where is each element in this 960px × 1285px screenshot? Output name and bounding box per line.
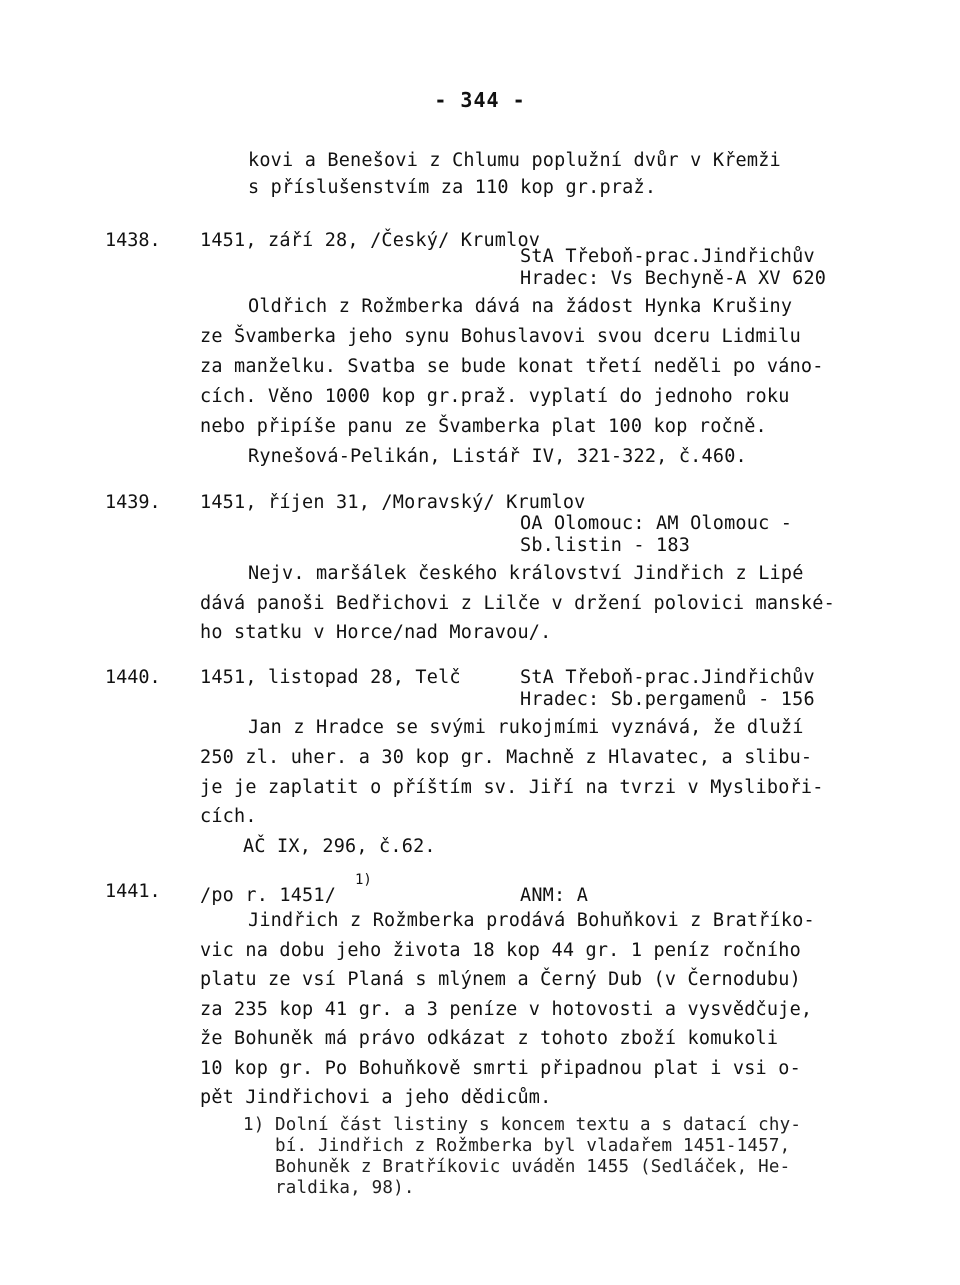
- entry-citation: Rynešová-Pelikán, Listář IV, 321-322, č.460.: [248, 446, 747, 467]
- entry-body-line: platu ze vsí Planá s mlýnem a Černý Dub (v Černodubu): [200, 969, 801, 990]
- entry-body-line: 10 kop gr. Po Bohuňkově smrti připadnou plat i vsi o-: [200, 1058, 801, 1079]
- entry-body-line: ho statku v Horce/nad Moravou/.: [200, 622, 552, 643]
- entry-body-line: za 235 kop 41 gr. a 3 peníze v hotovosti a vysvědčuje,: [200, 999, 813, 1020]
- footnote-line: Bohuněk z Bratříkovic uváděn 1455 (Sedláček, He-: [275, 1157, 791, 1177]
- entry-citation: AČ IX, 296, č.62.: [243, 836, 436, 857]
- entry-body-line: Oldřich z Rožmberka dává na žádost Hynka Krušiny: [248, 296, 793, 317]
- entry-body-line: Nejv. maršálek českého království Jindřich z Lipé: [248, 563, 804, 584]
- entry-number: 1441.: [105, 881, 161, 902]
- entry-archive: StA Třeboň-prac.Jindřichův: [520, 246, 815, 267]
- page-number: - 344 -: [434, 88, 526, 112]
- entry-body-line: cích. Věno 1000 kop gr.praž. vyplatí do jednoho roku: [200, 386, 790, 407]
- footnote-line: Dolní část listiny s koncem textu a s datací chy-: [275, 1115, 802, 1135]
- entry-body-line: dává panoši Bedřichovi z Lilče v držení polovici manské-: [200, 593, 835, 614]
- entry-archive: StA Třeboň-prac.Jindřichův: [520, 667, 815, 688]
- entry-archive: OA Olomouc: AM Olomouc -: [520, 513, 793, 534]
- entry-archive: Hradec: Sb.pergamenů - 156: [520, 689, 815, 710]
- entry-number: 1440.: [105, 667, 161, 688]
- entry-number: 1438.: [105, 230, 161, 251]
- entry-body-line: pět Jindřichovi a jeho dědicům.: [200, 1087, 552, 1108]
- entry-archive: Hradec: Vs Bechyně-A XV 620: [520, 268, 827, 289]
- entry-body-line: nebo připíše panu ze Švamberka plat 100 kop ročně.: [200, 416, 767, 437]
- entry-body-line: 250 zl. uher. a 30 kop gr. Machně z Hlavatec, a slibu-: [200, 747, 813, 768]
- entry-number: 1439.: [105, 492, 161, 513]
- entry-head: 1451, listopad 28, Telč: [200, 667, 461, 688]
- entry-head: 1451, říjen 31, /Moravský/ Krumlov: [200, 492, 586, 513]
- entry-archive: Sb.listin - 183: [520, 535, 691, 556]
- entry-archive: ANM: A: [520, 885, 589, 906]
- footnote-marker: 1): [243, 1115, 265, 1135]
- entry-body-line: Jindřich z Rožmberka prodává Bohuňkovi z Bratříko-: [248, 910, 815, 931]
- entry-body-line: za manželku. Svatba se bude konat třetí neděli po váno-: [200, 356, 824, 377]
- footnote-reference: 1): [355, 872, 372, 888]
- entry-body-line: že Bohuněk má právo odkázat z tohoto zboží komukoli: [200, 1028, 779, 1049]
- entry-head: /po r. 1451/: [200, 885, 337, 906]
- intro-line: kovi a Benešovi z Chlumu poplužní dvůr v Křemži: [248, 150, 781, 171]
- entry-body-line: Jan z Hradce se svými rukojmími vyznává, že dluží: [248, 717, 804, 738]
- footnote-line: bí. Jindřich z Rožmberka byl vladařem 1451-1457,: [275, 1136, 791, 1156]
- entry-body-line: cích.: [200, 806, 257, 827]
- intro-line: s příslušenstvím za 110 kop gr.praž.: [248, 177, 657, 198]
- entry-head: 1451, září 28, /Český/ Krumlov: [200, 230, 541, 251]
- entry-body-line: ze Švamberka jeho synu Bohuslavovi svou dceru Lidmilu: [200, 326, 801, 347]
- footnote-line: raldika, 98).: [275, 1178, 415, 1198]
- entry-body-line: vic na dobu jeho života 18 kop 44 gr. 1 peníz ročního: [200, 940, 801, 961]
- entry-body-line: je je zaplatit o příštím sv. Jiří na tvrzi v Myslibоři-: [200, 777, 824, 798]
